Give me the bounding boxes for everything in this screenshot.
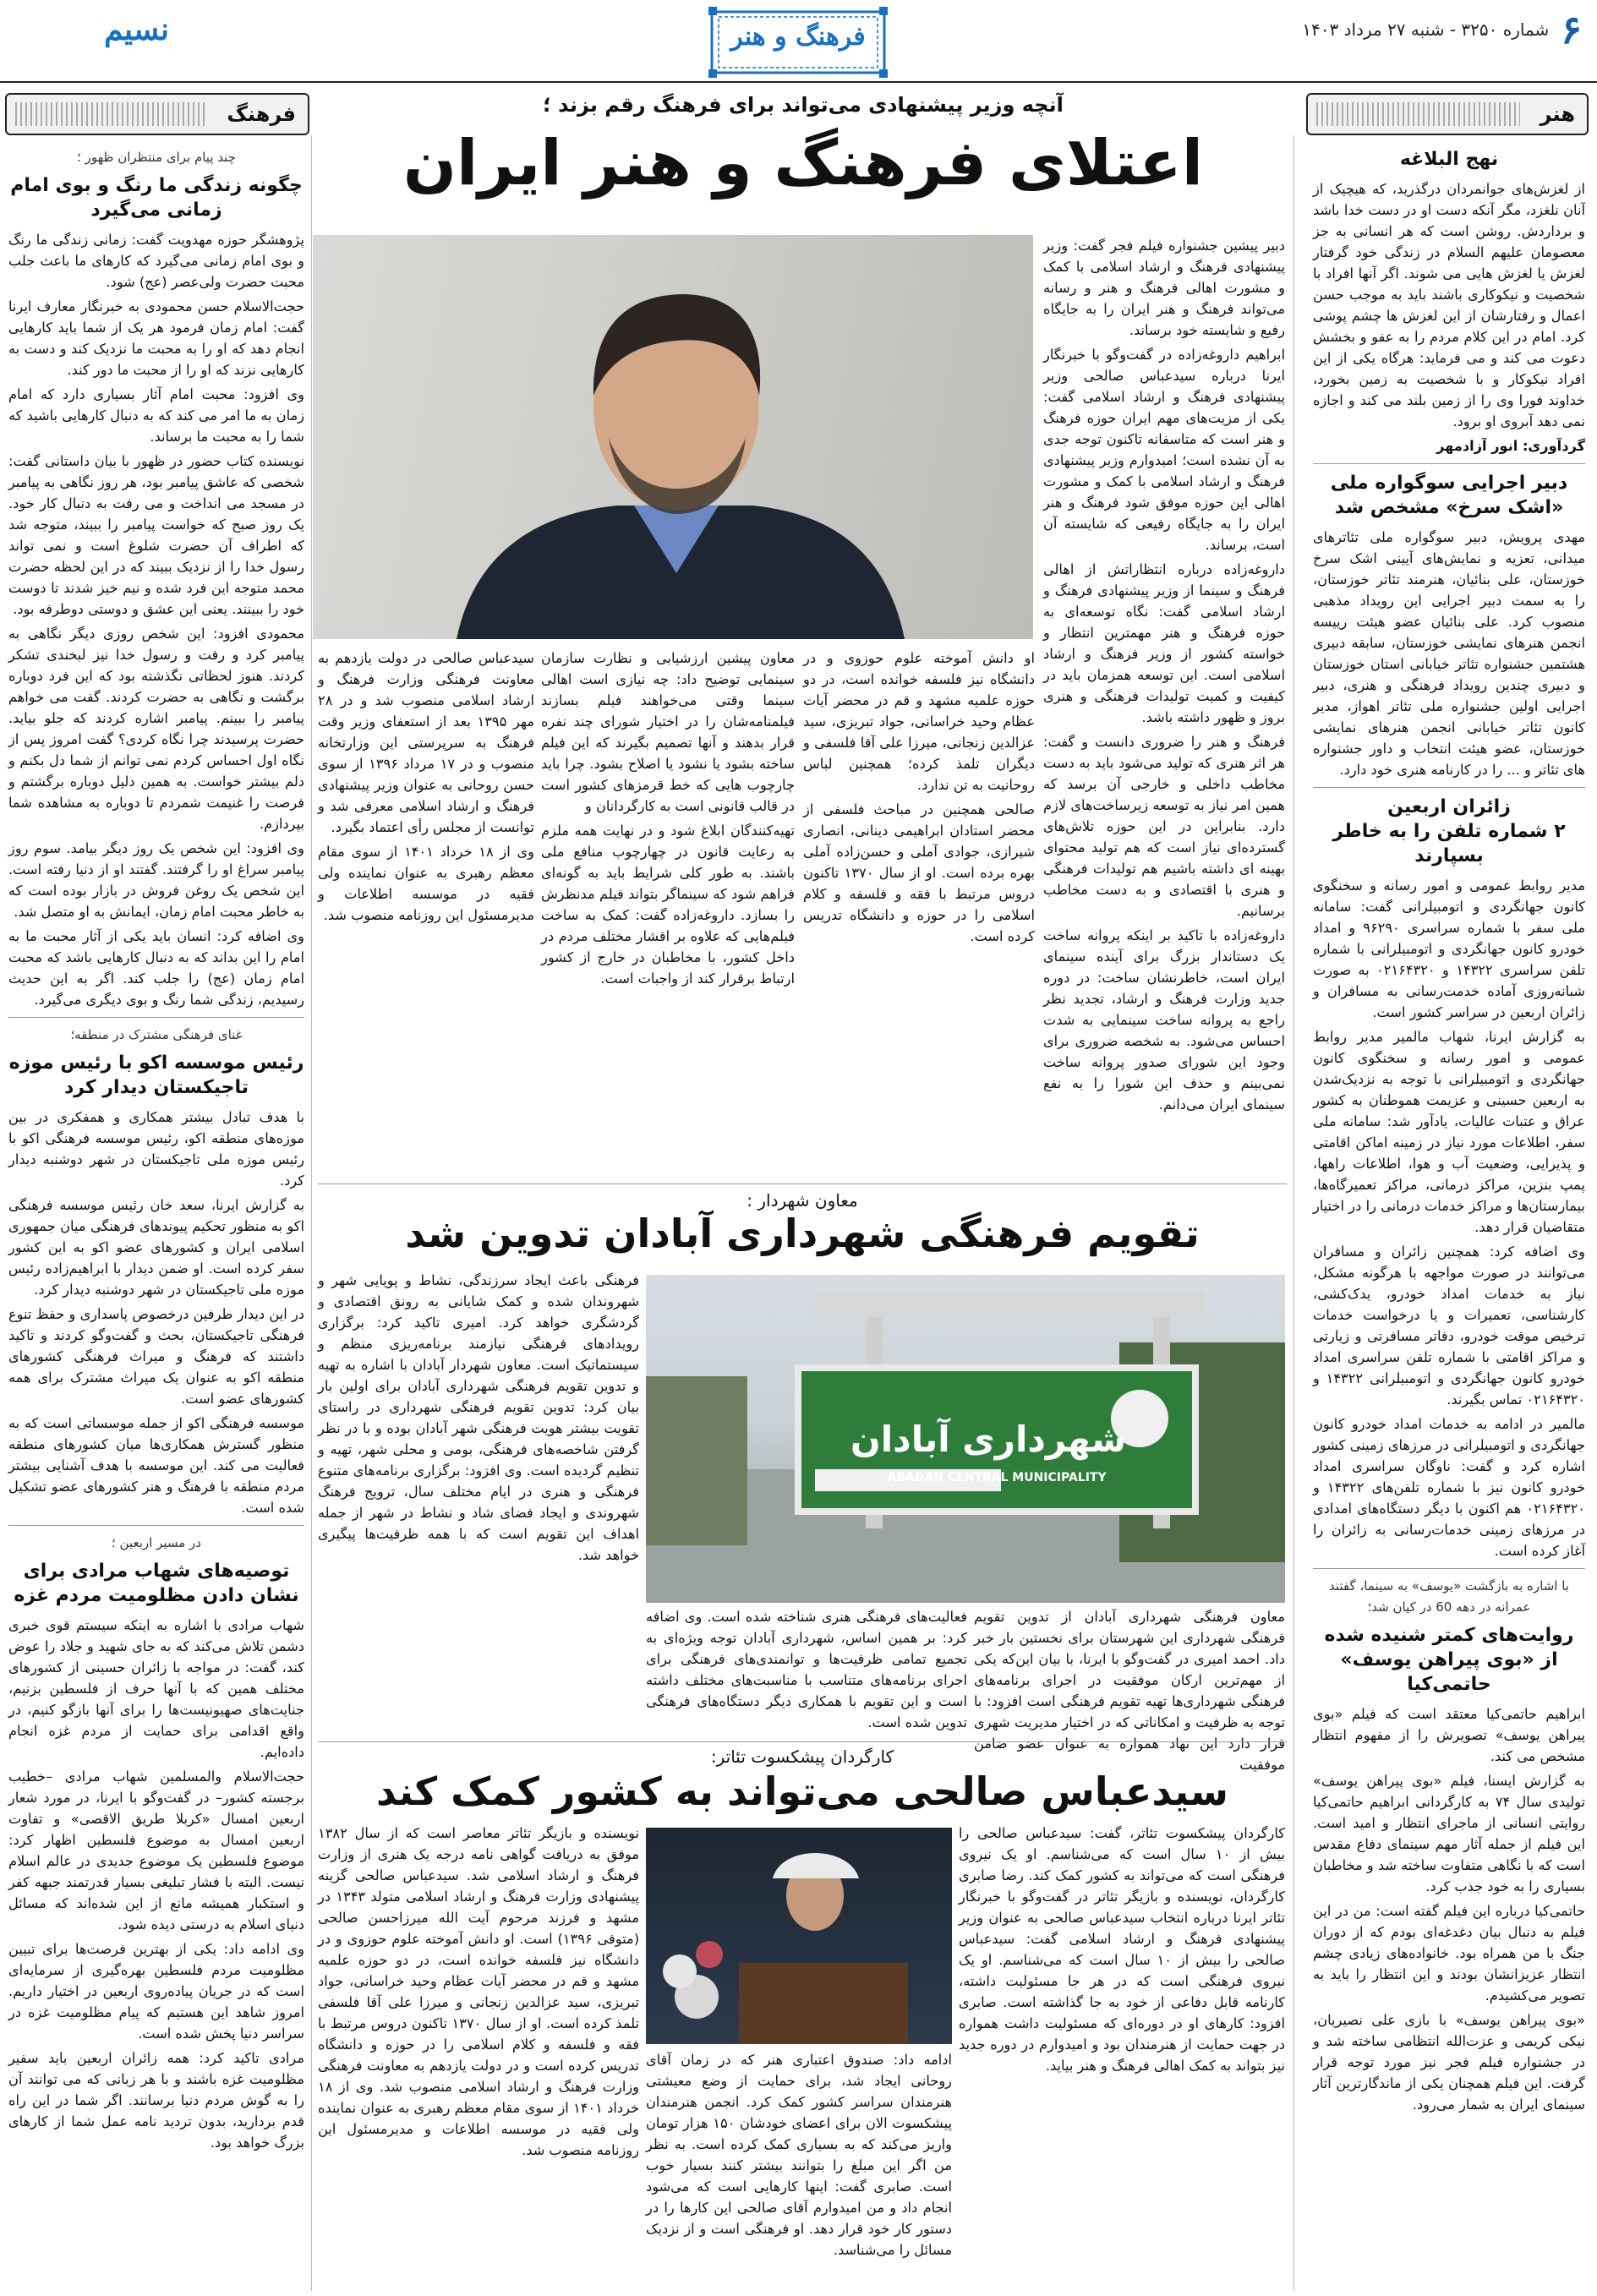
article2-headline: تقویم فرهنگی شهرداری آبادان تدوین شد <box>405 1211 1200 1256</box>
folio <box>1302 7 1582 52</box>
left-a3-p3: وی ادامه داد: یکی از بهترین فرصت‌ها برای تبیین مظلومیت مردم فلسطین بهره‌گیری از سرمایه‌ای است که در جریان پیاده‌روی اربعین در اختیار داریم. امروز شاهد این هستیم که پیام مظلومیت غزه در سراسر دنیا پخش شده است. <box>8 1941 304 2042</box>
right-a1-title: نهج البلاغه <box>1399 149 1499 170</box>
left-a3-pre: در مسیر اربعین ؛ <box>112 1535 201 1550</box>
left-a1-p7: وی اضافه کرد: انسان باید یکی از آثار محبت ما به امام را این بداند که به دنبال کارهایی باشد که محبت امام زمان (عج) را جلب کند. اگر به این حدیث رسیدیم، زندگی شما رنگ و بوی دیگری می‌گیرد. <box>8 928 304 1008</box>
main-col3-p1: او دانش آموخته علوم حوزوی و در دانشگاه نیز فلسفه خوانده است، در دو حوزه علمیه مشهد و قم در محضر آیات عظام وحید خراسانی، جواد تبریزی، سید عزالدین زنجانی، میرزا علی آقا فلسفی و دیگران تلمذ کرده؛ همچنین لباس روحانیت به تن ندارد. <box>803 650 1035 793</box>
left-a2-p2: به گزارش ایرنا، سعد خان رئیس موسسه فرهنگی اکو به منظور تحکیم پیوندهای فرهنگی میان جمهوری اسلامی ایران و کشورهای عضو اکو به این کشور سفر کرده است. او ضمن دیدار با ابراهیم‌زاده رئیس موزه ملی تاجیکستان در شهر دوشنبه دیدار کرد. <box>8 1197 304 1298</box>
man-portrait-icon <box>313 235 1033 639</box>
left-a2-p3: در این دیدار طرفین درخصوص پاسداری و حفظ تنوع فرهنگی تاجیکستان، بحث و گفت‌وگو کردند و تاکید داشتند که فرهنگ و میراث فرهنگی کشورهای منطقه اکو به عنوان یک میراث مشترک برای همه کشورهای عضو است. <box>8 1306 304 1407</box>
issue-info: شماره ۳۲۵۰ - شنبه ۲۷ مرداد ۱۴۰۳ <box>1302 19 1550 40</box>
main-col1-p2: ابراهیم داروغه‌زاده در گفت‌وگو با خبرنگار ایرنا درباره سیدعباس صالحی وزیر پیشنهادی فرهنگ و ارشاد اسلامی گفت: یکی از مزیت‌های مهم ایران حوزه فرهنگ و هنر است که متاسفانه تاکنون توجه جدی به آن نشده است؛ امیدوارم وزیر پیشنهادی فرهنگ و ارشاد اسلامی با کمک و مشورت اهالی این حوزه موفق شود فرهنگ و هنر ایران را به جایگاه رفیعی که شایسته آن است، برساند. <box>1043 347 1285 553</box>
column-divider <box>311 135 312 2291</box>
left-a3-p2: حجت‌الاسلام والمسلمین شهاب مرادی –خطیب برجسته کشور– در گفت‌وگو با ایرنا، در مورد شعار اربعین امسال «کربلا طریق الاقصی» و تفاوت اربعین امسال به موضوع فلسطین اظهار کرد: موضوع فلسطین یک موضوع جدیدی در عالم اسلام نیست. البته با فشار تبلیغی بسیار قدرتمند جبهه کفر و استکبار همیشه مانع از این شده‌اند که مسائل دنیای اسلام به درستی دیده شود. <box>8 1768 304 1932</box>
main-col3-p2: صالحی همچنین در مباحث فلسفی از محضر استادان ابراهیمی دینانی، انصاری شیرازی، جوادی آملی و حسن‌زاده آملی بهره برده است. او از سال ۱۳۷۰ تاکنون دروس مرتبط با فقه و فلسفه و کلام اسلامی را در حوزه و دانشگاه تدریس کرده است. <box>803 801 1035 944</box>
left-a3-title: توصیه‌های شهاب مرادی برای نشان دادن مظلومیت مردم غزه <box>14 1561 299 1606</box>
main-col-1 <box>1043 235 1285 1182</box>
section-tab-culture-label: فرهنگ <box>227 102 296 126</box>
left-a3-p1: شهاب مرادی با اشاره به اینکه سیستم قوی خبری دشمن تلاش می‌کند که به جای شهید و جلاد را عوض کند، گفت: در مواجه با زائران حسینی از کشورهای مختلف همین که با آنها حرف از فلسطین بزنیم، جنایت‌های صهیونیست‌ها را برای آنها بازگو کنیم، در واقع اقدامی برای حمایت از مردم غزه انجام داده‌ایم. <box>8 1617 304 1760</box>
left-a1-pre: چند پیام برای منتظران ظهور ؛ <box>77 150 236 165</box>
right-a4-p3: حاتمی‌کیا درباره این فیلم گفته است: من در این فیلم به دنبال بیان دغدغه‌ای بودم که از دوران جنگ با من همراه بود. خانواده‌های زیادی چشم انتظار عزیزانشان بودند و این انتظار را باید به تصویر می‌کشیدم. <box>1313 1903 1585 2004</box>
sign-text: شهرداری آبادان <box>850 1419 1127 1460</box>
right-a2-title: دبیر اجرایی سوگواره ملی «اشک سرخ» مشخص شد <box>1330 473 1568 518</box>
main-kicker: آنچه وزیر پیشنهادی می‌تواند برای فرهنگ رقم بزند ؛ <box>543 93 1064 117</box>
speaker-at-podium-icon <box>646 1828 952 2044</box>
left-a3-p4: مرادی تاکید کرد: همه زائران اربعین باید سفیر مظلومیت غزه باشند و با هر زبانی که می توانند آن را به گوش مردم دنیا برسانند. اگر شما در این راه قدم بردارید، بدون تردید نامه عمل شما از کارهای بزرگ خواهد بود. <box>8 2050 304 2151</box>
right-a4-title: روایت‌های کمتر شنیده شده از «بوی پیراهن یوسف» حاتمی‌کیا <box>1324 1625 1574 1695</box>
divider <box>1313 463 1585 464</box>
main-col-3 <box>318 648 534 1180</box>
left-a2-pre: غنای فرهنگی مشترک در منطقه؛ <box>70 1027 243 1042</box>
main-col2-p3: معاون پیشین ارزشیابی و نظارت سازمان سینمایی توضیح داد: چه نیازی است اهالی سینما وقتی می‌خواهند فیلم بسازند فیلمنامه‌شان را در اختیار شورای چند نفره قرار بدهند و آنها تصمیم بگیرند که این فیلم ساخته بشود یا نشود یا اصلاح بشود. چرا باید چارچوب هایی که خط قرمزهای کشور است در قالب قانونی است به کارگردانان و <box>541 650 795 814</box>
header-rule <box>0 81 1597 83</box>
logo-text: نسیم <box>104 12 169 47</box>
article2-left-text: فرهنگی باعث ایجاد سرزندگی، نشاط و پویایی شهر و شهروندان شده و کمک شایانی به رونق اقتصادی و گردشگری خواهد کرد. امیری تاکید کرد: برگزاری رویدادهای فرهنگی نیازمند برنامه‌ریزی منظم و سیستماتیک است. معاون شهردار آبادان با اشاره به تهیه و تدوین تقویم فرهنگی شهرداری آبادان برای اولین بار بیان کرد: تدوین تقویم فرهنگی شهرداری در راستای تقویت بیشتر هویت فرهنگی شهر آبادان بوده و با در نظر گرفتن شاخصه‌های فرهنگی، بومی و محلی شهر، تهیه و تنظیم گردیده است. وی افزود: برگزاری برنامه‌های متنوع فرهنگی و هنری در ایام مختلف سال، ترویج فرهنگ شهروندی و ایجاد فضای شاد و نشاط در شهر از جمله اهداف این تقویم است که با همه ظرفیت‌ها پیگیری خواهد شد. <box>318 1272 639 1563</box>
article3-kicker: کارگردان پیشکسوت تئاتر: <box>710 1747 894 1767</box>
divider <box>1313 787 1585 788</box>
right-a3-pre: زائران اربعین <box>1387 796 1511 817</box>
speaker-photo <box>646 1828 952 2044</box>
section-tab-art <box>1306 93 1589 135</box>
main-col1-p3: داروغه‌زاده درباره انتظاراتش از اهالی فرهنگ و سینما از وزیر پیشنهادی فرهنگ و ارشاد اسلامی گفت: نگاه توسعه‌ای به حوزه فرهنگ و هنر مهمترین انتظار و خواسته کشور از وزیر فرهنگ و ارشاد اسلامی است. این توسعه همزمان باید در کیفیت و کمیت تولیدات فرهنگی و هنری بروز و ظهور داشته باشد. <box>1043 561 1285 725</box>
main-col2-p1: فرهنگ و هنر را ضروری دانست و گفت: هر اثر هنری که تولید می‌شود باید به دست مخاطب داخلی و خارجی آن برسد که همین امر نیاز به توسعه زیرساخت‌های لازم دارد. بنابراین در این حوزه تلاش‌های گسترده‌ای نیاز است که هم تولید محتوای بهینه ای داشته باشیم هم تولیدات فرهنگی و هنری با اقتصادی و به دست مخاطب برسانیم. <box>1043 734 1285 919</box>
right-column <box>1313 142 1585 2289</box>
divider <box>318 1741 1287 1742</box>
tab-pattern <box>15 102 206 126</box>
article2-right-text: معاون فرهنگی شهرداری آبادان از تدوین تقویم فرهنگی شهرداری این شهرستان برای نخستین بار خبر داد. احمد امیری در گفت‌وگو با ایرنا، با بیان این‌که یکی از مهم‌ترین ارکان موفقیت در اجرای برنامه‌های فرهنگی شهرداری‌ها تهیه تقویم فرهنگی است افزود: با توجه به ظرفیت و امکاناتی که در اختیار مدیریت شهری قرار دارد این نهاد همواره به عنوان عضو ضامن موفقیت <box>974 1609 1285 1773</box>
main-col2-p4: تهیه‌کنندگان ابلاغ شود و در نهایت همه ملزم به رعایت قانون در چهارچوب منافع ملی باشند. به طور کلی شرایط باید به گونه‌ای فراهم شود که سینماگر بتواند فیلم مدنظرش را بسازد. داروغه‌زاده گفت: کمک به ساخت فیلم‌هایی که علاوه بر اقشار مختلف مردم در داخل کشور، با مخاطبان در خارج از کشور ارتباط برقرار کند از واجبات است. <box>541 823 795 987</box>
article3-col-left <box>318 1823 639 2289</box>
tab-pattern <box>1316 102 1520 126</box>
main-col3-p3: سیدعباس صالحی در دولت یازدهم به معاونت فرهنگی وزارت فرهنگ و ارشاد اسلامی منصوب شد و در ۲۸ مهر ۱۳۹۵ بعد از استعفای وزیر وقت فرهنگ به سرپرستی این وزارتخانه منصوب و در ۱۷ مرداد ۱۳۹۶ از سوی حسن روحانی به عنوان وزیر پیشنهادی فرهنگ و ارشاد اسلامی معرفی شد و توانست از مجلس رأی اعتماد بگیرد. <box>318 650 535 835</box>
right-a3-p1: مدیر روابط عمومی و امور رسانه و سخنگوی کانون جهانگردی و اتومبیلرانی گفت: سامانه ملی سفر با شماره سراسری ۹۶۲۹۰ و امداد خودرو کانون جهانگردی و اتومبیلرانی با شماره تلفن سراسری ۱۴۳۲۲ و ۰۲۱۶۴۳۲۰ به صورت شبانه‌روزی آماده خدمت‌رسانی به مسافران و زائران اربعین در سراسر کشور است. <box>1313 877 1586 1020</box>
right-a4-p1: ابراهیم حاتمی‌کیا معتقد است که فیلم «بوی پیراهن یوسف» تصویرش را از مفهوم انتظار مشخص می کند. <box>1313 1706 1585 1764</box>
article2-col-right <box>974 1606 1285 1773</box>
left-column <box>8 142 304 2289</box>
left-a1-title: چگونه زندگی ما رنگ و بوی امام زمانی می‌گیرد <box>10 175 303 221</box>
left-a1-p6: وی افزود: این شخص یک روز دیگر بیامد. سوم روز پیامبر سراغ او را گرفتند. گفتند او از دنیا رفته است. این شخص یک روغن فروش در بازار بوده است که به خاطر محبت امام زمان، ایمانش به او متصل شد. <box>8 840 304 920</box>
divider <box>1313 1568 1585 1569</box>
column-divider <box>1293 135 1294 2291</box>
portrait-photo <box>313 235 1033 639</box>
main-col-2b <box>803 648 1035 1180</box>
article3-headline: سیدعباس صالحی می‌تواند به کشور کمک کند <box>376 1768 1228 1814</box>
article3-mid-text: ادامه داد: صندوق اعتباری هنر که در زمان آقای روحانی ایجاد شد، برای حمایت از وضع معیشتی هنرمندان سراسر کشور کمک کرد. انجمن هنرمندان پیشکسوت الان برای اعضای خودشان ۱۵۰ هزار تومان واریز می‌کند که به بسیاری کمک کرده است. به نظر من اگر این مبلغ را بتوانند بیشتر کنند بسیار خوب است. صابری گفت: اینها کارهایی است که می‌شود انجام داد و من امیدوارم آقای صالحی این کارها را در دستور کار خود قرار دهد. او فرهنگی است و از نزدیک مسائل را می‌شناسد. <box>646 2052 952 2258</box>
article3-right-text: کارگردان پیشکسوت تئاتر، گفت: سیدعباس صالحی را بیش از ۱۰ سال است که می‌شناسم. او یک نیروی فرهنگی است که می‌تواند به کشور کمک کند. رضا صابری کارگردان، نویسنده و بازیگر تئاتر در گفت‌وگو با خبرنگار تئاتر ایرنا درباره انتخاب سیدعباس صالحی به عنوان وزیر پیشنهادی فرهنگ و ارشاد اسلامی گفت: سیدعباس صالحی را بیش از ۱۰ سال است که می‌شناسم. او یک نیروی فرهنگی است که در هر جا مسئولیت داشته، کارنامه قابل دفاعی از خود به جا گذاشته است. صابری افزود: کارهای او در دوره‌ای که مسئولیت داشت همواره در جهت حمایت از هنرمندان بود و امیدوارم در دوره جدید نیز بتواند به کمک اهالی فرهنگ و هنر بیاید. <box>959 1825 1285 2074</box>
article3-col-right <box>959 1823 1285 2289</box>
article2-mid-text: فعالیت‌های فرهنگی هنری شناخته شده است. وی اضافه کرد: بر همین اساس، شهرداری آبادان توجه ویژه‌ای به تجمیع تمامی ظرفیت‌ها و توانمندی‌های فرهنگی برای اجرای برنامه‌های متناسب با مناسبت‌های مختلف داشته است و این تقویم با همکاری دیگر دستگاه‌های فرهنگی تدوین شده است. <box>646 1609 967 1730</box>
right-a2-body: مهدی پرویش، دبیر سوگواره ملی تئاترهای میدانی، تعزیه و نمایش‌های آیینی اشک سرخ خوزستان، علی بنائیان، هنرمند تئاتر خوزستان، را به سمت دبیر اجرایی این رویداد مذهبی منصوب کرد. علی بنائیان عضو هیئت رییسه انجمن هنرهای نمایشی خوزستان، سابقه دبیری هشتمین جشنواره تئاتر خیابانی استان خوزستان و دبیری چندین رویداد فرهنگی و هنری، دبیر اجرایی اولین جشنواره ملی تئاتر اهواز، مدیر کانون تئاتر خیابانی انجمن هنرهای نمایشی خوزستان، عضو هیئت انتخاب و داور جشنواره های تئاتر و ... را در کارنامه هنری خود دارد. <box>1313 529 1585 778</box>
page-number: ۶ <box>1561 7 1582 52</box>
main-col1-p1: دبیر پیشین جشنواره فیلم فجر گفت: وزیر پیشنهادی فرهنگ و ارشاد اسلامی با کمک و مشورت اهالی فرهنگ و هنر و رسانه می‌تواند فرهنگ و هنر ایران را به جایگاه رفیع و شایسته خود برساند. <box>1043 238 1285 338</box>
right-a3-title: ۲ شماره تلفن را به خاطر بسپارند <box>1332 821 1566 866</box>
main-headline: اعتلای فرهنگ و هنر ایران <box>402 127 1204 200</box>
left-a1-p4: نویسنده کتاب حضور در ظهور با بیان داستانی گفت: شخصی که عاشق پیامبر بود، هر روز نگاهی به پیامبر در مسجد می انداخت و می رفت به دنبال کار خود. یک روز صبح که خواست پیامبر را ببیند، متوجه شد که اطراف آن حضرت شلوغ است و نمی تواند رسول خدا را از نزدیک ببیند که در این لحظه حضرت محمد متوجه این فرد شده و نیم خیز شدند تا دوست خود را ببینند. یعنی این عشق و دوستی دوطرفه بود. <box>8 453 304 617</box>
main-col3-p4: وی از ۱۸ خرداد ۱۴۰۱ از سوی مقام معظم رهبری به عنوان نماینده ولی فقیه در موسسه اطلاعات و مدیرمسئول این روزنامه منصوب شد. <box>318 844 534 923</box>
section-logo-text: فرهنگ و هنر <box>730 22 866 52</box>
newspaper-logo[interactable] <box>8 12 169 52</box>
article3-col-mid <box>646 2049 952 2289</box>
right-a1-credit: گردآوری: انور آزادمهر <box>1436 438 1585 454</box>
section-tab-culture <box>5 93 309 135</box>
article2-col-mid <box>646 1606 967 1741</box>
article2-col-left <box>318 1270 639 1591</box>
divider <box>8 1017 304 1018</box>
municipality-photo <box>646 1275 1285 1603</box>
section-tab-art-label: هنر <box>1540 102 1575 126</box>
right-a3-p3: وی اضافه کرد: همچنین زائران و مسافران می‌توانند در صورت مواجهه با هرگونه مشکل، نیاز به خدمات امداد خودرو، یدک‌کشی، کارشناسی، تعمیرات و یا درخواست خدمات ترخیص موقت خودرو، دفاتر مسافرتی و زیارتی و مراکز اقامتی با شماره تلفن سراسری امداد خودرو کانون جهانگردی و اتومبیلرانی ۱۴۳۲۲ و ۰۲۱۶۴۳۲۰ تماس بگیرند. <box>1313 1244 1585 1408</box>
main-col-2 <box>541 648 795 1180</box>
left-a2-p1: با هدف تبادل بیشتر همکاری و همفکری در بین موزه‌های منطقه اکو، رئیس موسسه فرهنگی اکو با رئیس موزه ملی تاجیکستان در شهر دوشنبه دیدار کرد. <box>8 1109 304 1189</box>
left-a1-p2: حجت‌الاسلام حسن محمودی به خبرنگار معارف ایرنا گفت: امام زمان فرمود هر یک از شما باید کارهایی انجام دهد که او را به محبت ما نزدیک کند و دست به کارهایی نزند که او را از محبت ما دور کند. <box>8 298 304 378</box>
right-a4-pre: با اشاره به بازگشت «یوسف» به سینما، گفتند عمرانه در دهه 60 در کیان شد؛ <box>1329 1578 1569 1615</box>
right-a3-p4: مالمیر در ادامه به خدمات امداد خودرو کانون جهانگردی و اتومبیلرانی در مرزهای زمینی کشور اشاره کرد و گفت: ناوگان سراسری امداد خودرو کانون نیز با شماره تلفن‌های ۱۴۳۲۲ و ۰۲۱۶۴۳۲۰ هم اکنون با دیگر دستگاه‌های امدادی در مرزهای زمینی خدمات‌رسانی به زائران را آغاز کرده است. <box>1313 1416 1586 1559</box>
section-logo <box>708 7 888 78</box>
article2-kicker: معاون شهردار : <box>747 1190 858 1211</box>
right-a3-p2: به گزارش ایرنا، شهاب مالمیر مدیر روابط عمومی و امور رسانه و سخنگوی کانون جهانگردی و اتومبیلرانی با توجه به نزدیک‌شدن به اربعین حسینی و عزیمت هموطنان به کشور عراق و عتبات عالیات، یادآور شد: سامانه ملی سفر، اطلاعات مورد نیاز در زمینه اماکن اقامتی و پذیرایی، وضعیت آب و هوا، اطلاعات راهها، پمپ بنزین، مراکز درمانی، مراکز تعمیرگاه‌ها، بیمارستان‌ها و مراکز خدمات درمانی را در اختیار متقاضیان قرار دهد. <box>1313 1029 1585 1235</box>
right-a1-body: از لغزش‌های جوانمردان درگذرید، که هیچیک از آنان نلغزد، مگر آنکه دست او در دست خدا باشد و برداردش. روشن است که هر انسانی به جز معصومان علیهم السلام در زندگی خود گرفتار لغزش یا لغزش هایی می شوند. اگر آنها افراد با شخصیت و نیکوکاری باشند باید به موجب حسن اعمال و رفتارشان از این لغزش ها چشم پوشی کرد. امام در این کلام مردم را به عفو و بخشش دعوت می کند و می فرماید: هرگاه یکی از این افراد نیکوکار و با شخصیت به زمین بخورد، خداوند فورا وی را از زمین بلند می کند و اجازه نمی دهد آبروی او برود. <box>1313 181 1585 429</box>
left-a1-p3: وی افزود: محبت امام آثار بسیاری دارد که امام زمان به ما امر می کند که به دنبال کارهایی باشید که شما را به محبت ما برساند. <box>8 386 304 445</box>
right-a4-p4: «بوی پیراهن یوسف» با بازی علی نصیریان، نیکی کریمی و عزت‌الله انتظامی ساخته شد و در جشنواره فیلم فجر نیز مورد توجه قرار گرفت. این فیلم همچنان یکی از ماندگارترین آثار سینمای ایران به شمار می‌رود. <box>1313 2012 1585 2113</box>
left-a1-p1: پژوهشگر حوزه مهدویت گفت: زمانی زندگی ما رنگ و بوی امام زمانی می‌گیرد که کارهای ما باعث جلب محبت حضرت ولی‌عصر (عج) شود. <box>8 232 304 290</box>
article3-left-text: نویسنده و بازیگر تئاتر معاصر است که از سال ۱۳۸۲ موفق به دریافت گواهی نامه درجه یک هنری از وزارت فرهنگ و ارشاد اسلامی شد. سیدعباس صالحی گزینه پیشنهادی وزارت فرهنگ و ارشاد اسلامی متولد ۱۳۴۳ در مشهد و فرزند مرحوم آیت الله میرزاحسن صالحی (متوفی ۱۳۹۶) است. او دانش آموخته علوم حوزوی و در دانشگاه نیز فلسفه خوانده است، در دو حوزه علمیه مشهد و قم در محضر آیات عظام وحید خراسانی، جواد تبریزی، سید عزالدین زنجانی و میرزا علی آقا فلسفی تلمذ کرده است. او از سال ۱۳۷۰ تاکنون دروس مرتبط با فقه و فلسفه و کلام اسلامی را در حوزه و دانشگاه تدریس کرده است و در دولت یازدهم به معاونت فرهنگی وزارت فرهنگ و ارشاد اسلامی منصوب شد. وی از ۱۸ خرداد ۱۴۰۱ از سوی مقام معظم رهبری به عنوان نماینده ولی فقیه در موسسه اطلاعات و مدیرمسئول این روزنامه منصوب شد. <box>318 1825 640 2158</box>
sign-subtext: ABADAN CENTRAL MUNICIPALITY <box>887 1471 1107 1484</box>
left-a1-p5: محمودی افزود: این شخص روزی دیگر نگاهی به پیامبر کرد و رفت و رسول خدا نیز لبخندی تشکر کردند. هنوز لحظاتی نگذشته بود که این فرد دوباره برگشت و نگاهی به حضرت کردند. گفت می خواهم پیامبر را ببینم. پیامبر اشاره کردند که جلو بیاید. حضرت پرسیدند چرا نگاه کردی؟ گفت امروز پس از نگاه اول احساس کردم نمی توانم از شما دل بکنم و دلم بیشتر خواست. به همین دلیل دوباره برگشتم و فرصت را غنیمت شمردم تا دوباره به مشاهده شما بپردازم. <box>8 626 304 832</box>
left-a2-p4: موسسه فرهنگی اکو از جمله موسساتی است که به منظور گسترش همکاری‌ها میان کشورهای منطقه فعالیت می کند. این موسسه با هدف آشنایی بیشتر مردم منطقه با فرهنگ و هنر کشورهای عضو تشکیل شده است. <box>8 1415 304 1516</box>
right-a4-p2: به گزارش ایسنا، فیلم «بوی پیراهن یوسف» تولیدی سال ۷۴ به کارگردانی ابراهیم حاتمی‌کیا روایتی انسانی از ماجرای انتظار و امید است. این فیلم از جمله آثار مهم سینمای دفاع مقدس است که با نگاهی متفاوت ساخته شد و مخاطبان بسیاری را به خود جذب کرد. <box>1313 1773 1585 1894</box>
main-col2-p2: داروغه‌زاده با تاکید بر اینکه پروانه ساخت یک دستاندار بزرگ برای آینده سینمای ایران است، خاطرنشان ساخت: در دوره جدید وزارت فرهنگ و ارشاد، تجدید نظر راجع به پروانه ساخت سینمایی به شدت احساس می‌شود. به شخصه ضروری برای وجود این شورای صدور پروانه ساخت نمی‌بینم و حذف این شورا را به نفع سینمای ایران می‌دانم. <box>1043 927 1285 1112</box>
left-a2-title: رئیس موسسه اکو با رئیس موزه تاجیکستان دیدار کرد <box>8 1052 304 1098</box>
divider <box>8 1525 304 1526</box>
